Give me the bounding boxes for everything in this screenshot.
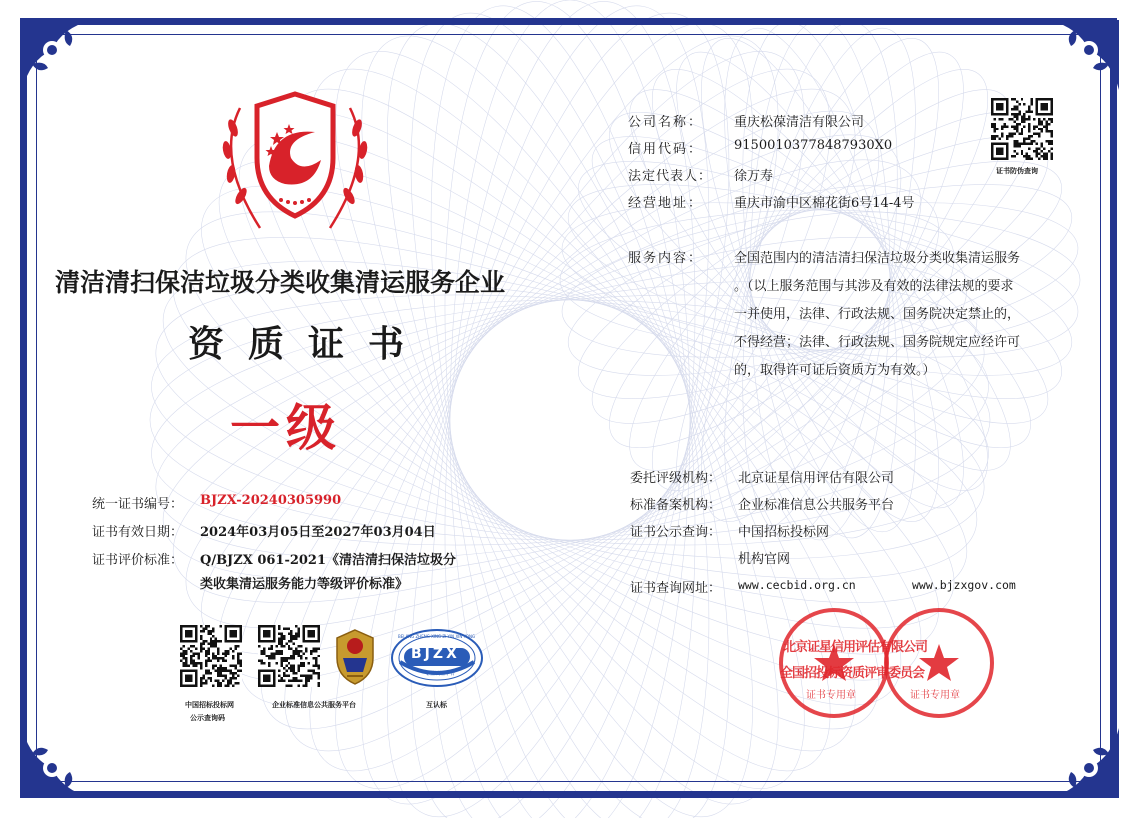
service-label: 服务内容： [628, 251, 704, 266]
query-url-1[interactable]: www.cecbid.org.cn [738, 578, 856, 592]
cecbid-qr-code[interactable] [180, 625, 242, 687]
public-query-label: 证书公示查询： [630, 525, 722, 540]
anti-fake-qr-code[interactable] [991, 98, 1053, 160]
filing-agency-label: 标准备案机构： [630, 498, 722, 513]
qr1-caption-2: 公示查询码 [190, 714, 225, 722]
standard-platform-qr-code[interactable] [258, 625, 320, 687]
certificate-subtitle: 资质证书 [188, 323, 429, 365]
filing-agency: 企业标准信息公共服务平台 [738, 498, 895, 513]
query-url-2[interactable]: www.bjzxgov.com [912, 578, 1016, 592]
certificate-level: 一级 [230, 398, 342, 457]
corner-ornament-bottom-right [1027, 706, 1119, 798]
service-line: 全国范围内的清洁清扫保洁垃圾分类收集清运服务 [734, 251, 1021, 266]
corner-ornament-top-left [22, 20, 114, 112]
company-name: 重庆松葆清洁有限公司 [734, 115, 865, 130]
address-label: 经营地址： [628, 196, 704, 211]
qr1-caption: 中国招标投标网 [185, 701, 234, 709]
corner-ornament-bottom-left [22, 706, 114, 798]
cert-no-label: 统一证书编号： [92, 497, 184, 512]
bjzx-caption: 互认标 [426, 701, 447, 709]
badge-emblem-icon [333, 628, 377, 686]
seal2-text: 全国招投标资质评审委员会 [780, 666, 925, 681]
standard-line1: Q/BJZX 061-2021《清洁清扫保洁垃圾分 [200, 553, 457, 568]
seal2-sub: 证书专用章 [910, 690, 960, 701]
credit-code: 91500103778487930X0 [734, 138, 893, 153]
service-line: 不得经营；法律、行政法规、国务院规定应经许可 [734, 335, 1021, 350]
service-line: 的，取得许可证后资质方为有效。） [734, 363, 936, 378]
qr2-caption: 企业标准信息公共服务平台 [272, 701, 356, 709]
service-line: 。（以上服务范围与其涉及有效的法律法规的要求 [734, 279, 1014, 294]
query-url-label: 证书查询网址： [630, 581, 722, 596]
standard-label: 证书评价标准： [92, 553, 184, 568]
standard-line2: 类收集清运服务能力等级评价标准》 [200, 577, 409, 592]
cert-no: BJZX-20240305990 [200, 493, 342, 508]
representative: 徐万寿 [734, 169, 774, 184]
bjzx-logo-sub: 专业认证平台 [425, 671, 456, 677]
company-name-label: 公司名称： [628, 115, 704, 130]
seal1-text: 北京证星信用评估有限公司 [783, 640, 928, 655]
valid-date-label: 证书有效日期： [92, 525, 184, 540]
valid-date: 2024年03月05日至2027年03月04日 [200, 525, 436, 540]
address: 重庆市渝中区棉花街6号14-4号 [734, 196, 915, 211]
rating-agency: 北京证星信用评估有限公司 [738, 471, 895, 486]
anti-fake-label: 证书防伪查询 [996, 167, 1038, 175]
representative-label: 法定代表人： [628, 169, 713, 184]
certificate-title: 清洁清扫保洁垃圾分类收集清运服务企业 [55, 268, 506, 297]
seal1-sub: 证书专用章 [806, 690, 856, 701]
public-query-site-2: 机构官网 [738, 552, 791, 567]
shield-emblem-icon [205, 88, 385, 238]
rating-agency-label: 委托评级机构： [630, 471, 722, 486]
bjzx-logo-text: BJZX [411, 646, 460, 662]
credit-code-label: 信用代码： [628, 142, 704, 157]
public-query-site: 中国招标投标网 [738, 525, 830, 540]
bjzx-logo-ring-text: BEI JING ZHENG XING ZI YIN XIN YONG [398, 634, 476, 639]
service-line: 一并使用，法律、行政法规、国务院决定禁止的， [734, 307, 1021, 322]
